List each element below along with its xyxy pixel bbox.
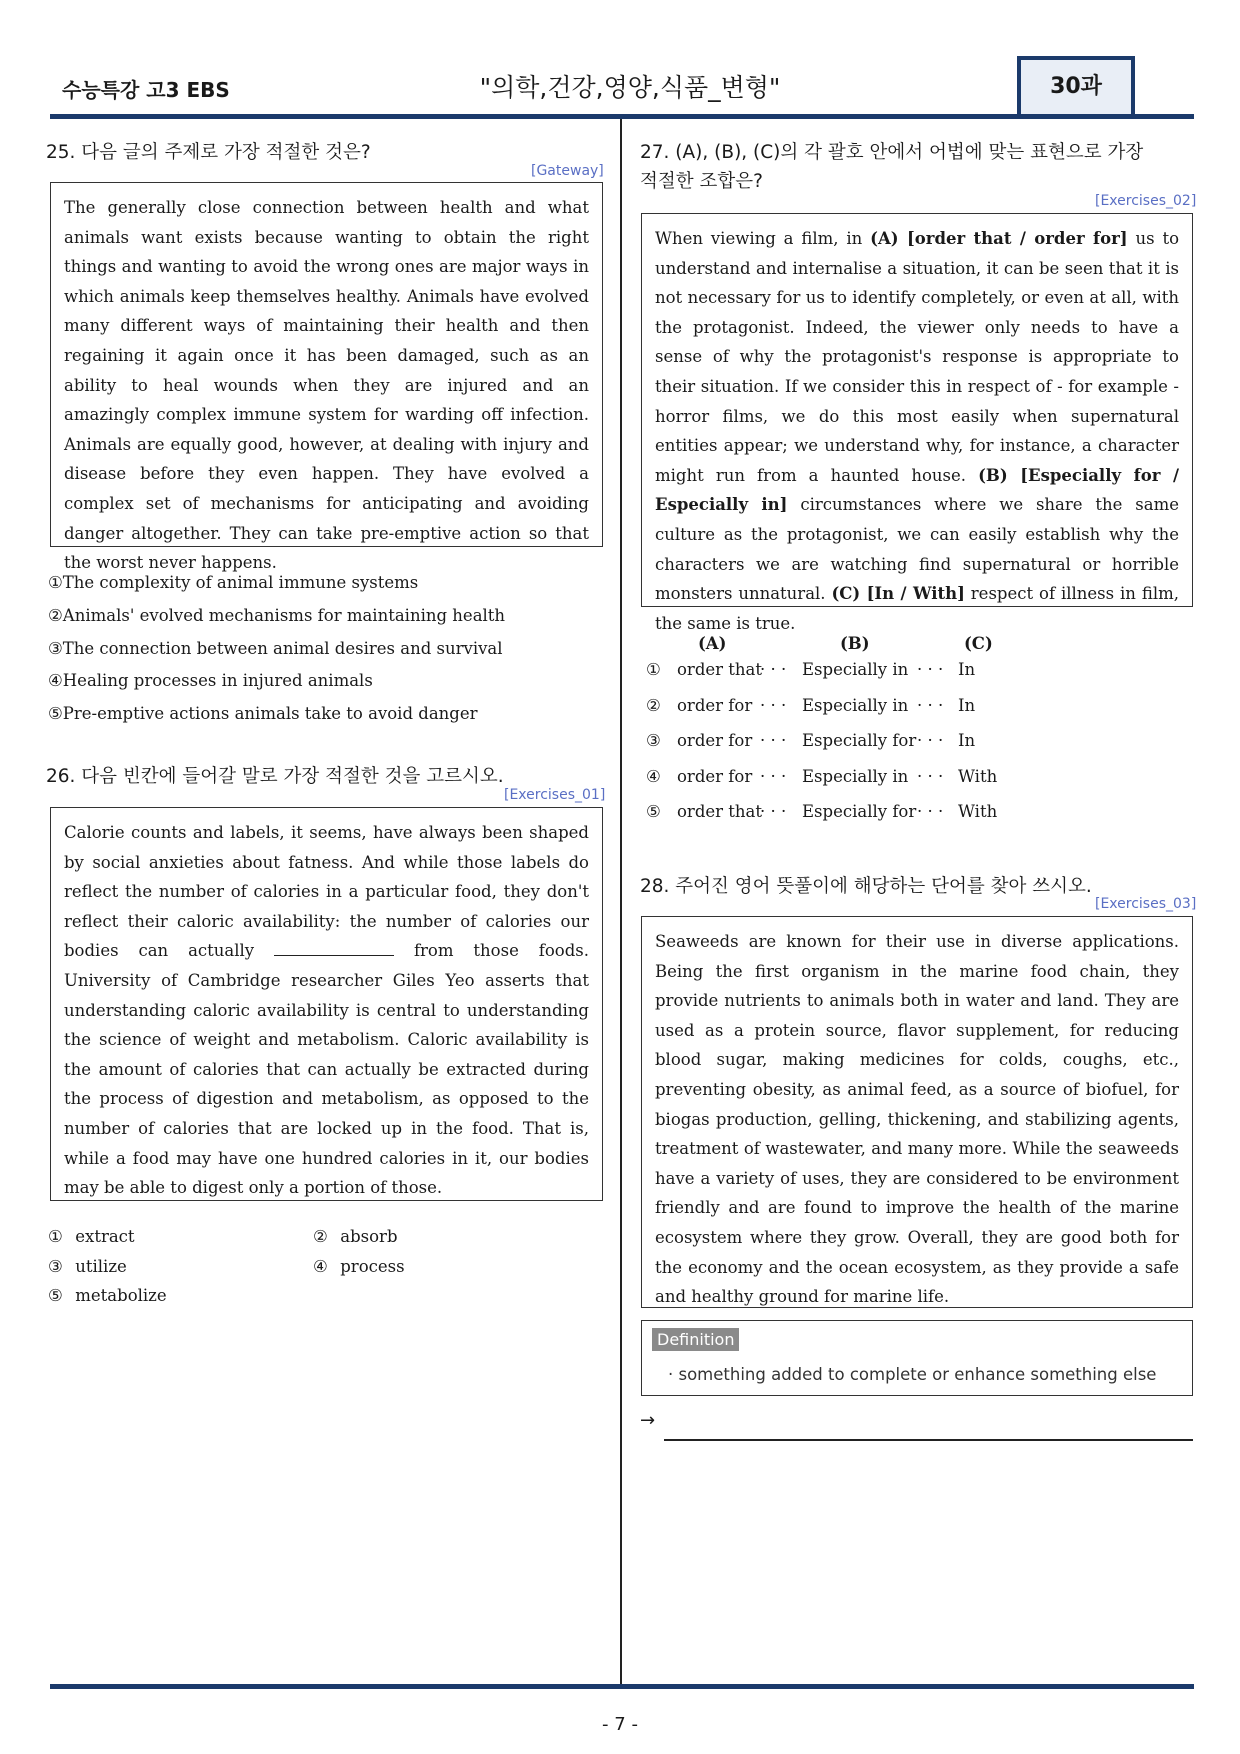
q26-option-3[interactable]: ③ utilize <box>48 1257 127 1276</box>
definition-text: · something added to complete or enhance something else <box>668 1365 1157 1384</box>
q28-title: 28. 주어진 영어 뜻풀이에 해당하는 단어를 찾아 쓰시오. <box>640 876 1092 897</box>
q27-header-a: (A) <box>698 634 727 653</box>
lesson-badge <box>1017 56 1135 114</box>
header-topic-title: "의학,건강,영양,식품_변형" <box>479 73 781 102</box>
q25-option-3[interactable]: ③The connection between animal desires and survival <box>48 639 503 658</box>
answer-arrow-icon: → <box>640 1410 656 1431</box>
q25-option-5[interactable]: ⑤Pre-emptive actions animals take to avoid danger <box>48 704 478 723</box>
answer-line[interactable] <box>664 1439 1193 1441</box>
q26-passage <box>50 807 603 1201</box>
q26-blank <box>274 937 394 956</box>
q25-option-2[interactable]: ②Animals' evolved mechanisms for maintaining health <box>48 606 506 625</box>
q26-option-4[interactable]: ④ process <box>313 1257 405 1276</box>
q25-option-4[interactable]: ④Healing processes in injured animals <box>48 671 373 690</box>
q25-source: [Gateway] <box>531 163 604 179</box>
q27-header-b: (B) <box>840 634 870 653</box>
q26-source: [Exercises_01] <box>504 787 606 803</box>
header-course-title: 수능특강 고3 EBS <box>62 78 230 102</box>
q26-option-1[interactable]: ① extract <box>48 1227 135 1246</box>
q26-title: 26. 다음 빈칸에 들어갈 말로 가장 적절한 것을 고르시오. <box>46 766 504 787</box>
q25-title: 25. 다음 글의 주제로 가장 적절한 것은? <box>46 142 371 163</box>
q27-bracket-b: (B) [Especially for / Especially in] <box>655 465 1180 515</box>
q28-passage: Seaweeds are known for their use in diverse applications. Being the first organism in the marine food chain, they provide nutrients to animals both in water and land. They are used as a protein source, flavor supplement, for reducing blood sugar, making medicines for colds, coughs, etc., preventing obesity, as animal feed, as a source of biofuel, for biogas production, gelling, thickening, and stabilizing agents, treatment of wastewater, and many more. While the seaweeds have a variety of uses, they are considered to be environment friendly and are found to improve the health of the marine ecosystem where they grow. Overall, they are good both for the economy and the ocean ecosystem, as they provide a safe and healthy ground for marine life. <box>641 916 1193 1308</box>
q27-bracket-c: (C) [In / With] <box>831 584 965 604</box>
q27-title-line1: 27. (A), (B), (C)의 각 괄호 안에서 어법에 맞는 표현으로 가장 <box>640 142 1144 163</box>
page-number: - 7 - <box>602 1714 638 1735</box>
definition-label: Definition <box>652 1328 739 1351</box>
q26-option-5[interactable]: ⑤ metabolize <box>48 1286 167 1305</box>
q28-source: [Exercises_03] <box>1095 896 1197 912</box>
header-divider <box>50 114 1194 119</box>
q26-option-2[interactable]: ② absorb <box>313 1227 398 1246</box>
definition-box <box>641 1320 1193 1396</box>
footer-divider <box>50 1684 1194 1689</box>
q27-passage: When viewing a film, in (A) [order that / order for] us to understand and internalise a situation, it can be seen that it is not necessary for us to identify completely, or even at all, with the protagonist. Indeed, the viewer only needs to have a sense of why the protagonist's response is appropriate to their situation. If we consider this in respect of - for example - horror films, we do this most easily when supernatural entities appear; we understand why, for instance, a character might run from a haunted house. (B) [Especially for / Especially in] circumstances where we share the same culture as the protagonist, we can easily establish why the characters we are watching find supernatural or horrible monsters unnatural. (C) [In / With] respect of illness in film, the same is true. <box>641 213 1193 607</box>
q25-passage: The generally close connection between health and what animals want exists because wanting to obtain the right things and wanting to avoid the wrong ones are major ways in which animals keep themselves healthy. Animals have evolved many different ways of maintaining their health and then regaining it again once it has been damaged, such as an ability to heal wounds when they are injured and an amazingly complex immune system for warding off infection. Animals are equally good, however, at dealing with injury and disease before they even happen. They have evolved a complex set of mechanisms for anticipating and avoiding danger altogether. They can take pre-emptive action so that the worst never happens. <box>50 182 603 547</box>
q26-passage-before: Calorie counts and labels, it seems, have always been shaped by social anxieties about fatness. And while those labels do reflect the number of calories in a particular food, they don't reflect their caloric availability: the number of calories our bodies can actually <box>64 823 589 961</box>
q26-passage-after: from those foods. University of Cambridge researcher Giles Yeo asserts that understanding caloric availability is central to understanding the science of weight and metabolism. Caloric availability is the amount of calories that can actually be extracted during the process of digestion and metabolism, as opposed to the number of calories that are locked up in the food. That is, while a food may have one hundred calories in it, our bodies may be able to digest only a portion of those. <box>64 941 589 1198</box>
q27-source: [Exercises_02] <box>1095 193 1197 209</box>
column-divider <box>620 119 622 1684</box>
q27-title-line2: 적절한 조합은? <box>640 171 763 192</box>
q27-header-c: (C) <box>964 634 993 653</box>
lesson-number: 30과 <box>1050 74 1102 99</box>
q25-option-1[interactable]: ①The complexity of animal immune systems <box>48 573 419 592</box>
q27-bracket-a: (A) [order that / order for] <box>870 229 1128 248</box>
